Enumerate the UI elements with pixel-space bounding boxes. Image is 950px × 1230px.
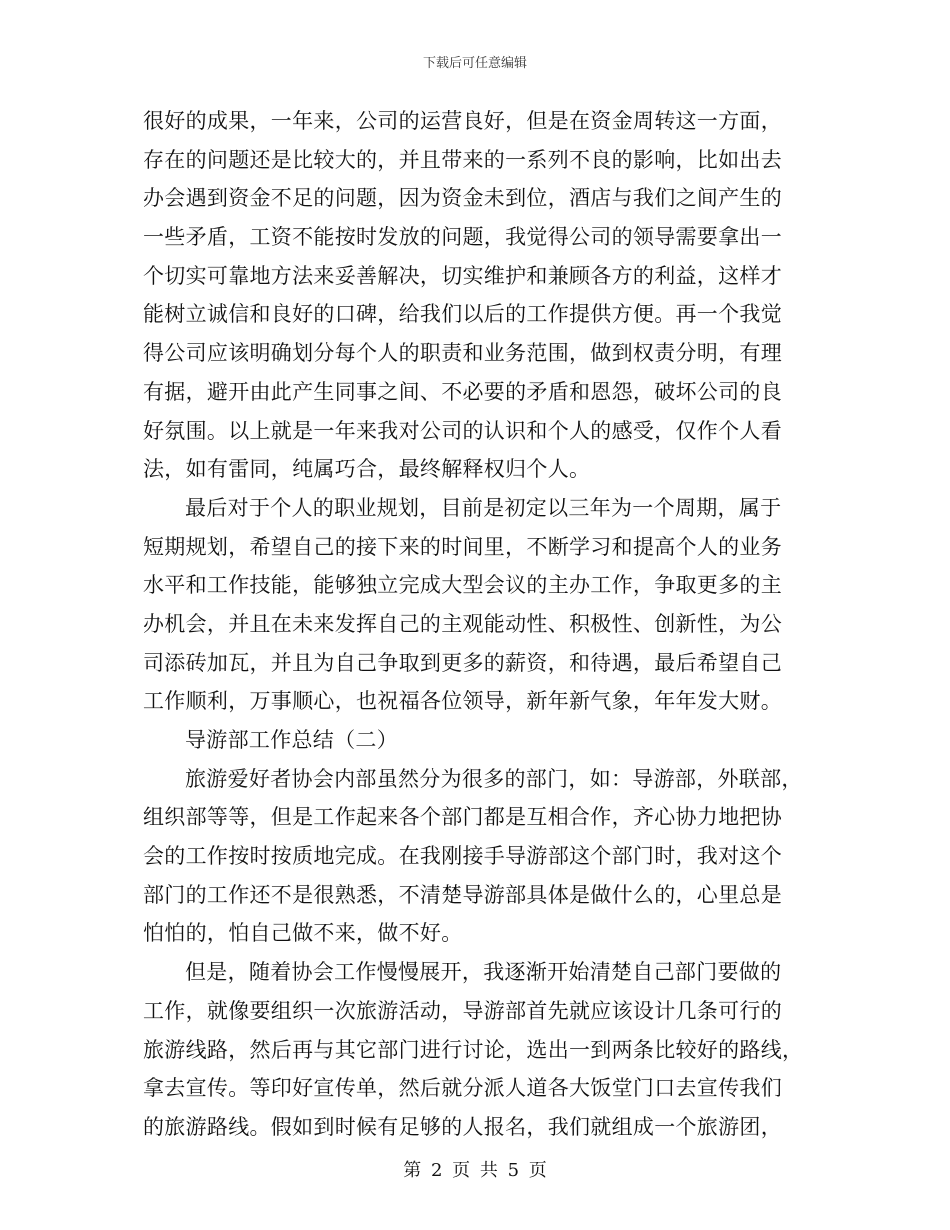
text-line: 怕怕的，怕自己做不来，做不好。	[143, 921, 463, 946]
text-line: 组织部等等，但是工作起来各个部门都是互相合作，齐心协力地把协	[143, 805, 782, 830]
text-line: 导游部工作总结（二）	[185, 728, 398, 752]
text-line: 但是，随着协会工作慢慢展开，我逐渐开始清楚自己部门要做的	[185, 960, 782, 985]
text-line: 部门的工作还不是很熟悉，不清楚导游部具体是做什么的，心里总是	[143, 882, 782, 907]
text-line: 有据，避开由此产生同事之间、不必要的矛盾和恩怨，破坏公司的良	[143, 379, 782, 404]
text-line: 拿去宣传。等印好宣传单，然后就分派人道各大饭堂门口去宣传我们	[143, 1076, 782, 1101]
text-line: 水平和工作技能，能够独立完成大型会议的主办工作，争取更多的主	[143, 573, 782, 598]
text-line: 很好的成果，一年来，公司的运营良好，但是在资金周转这一方面，	[143, 109, 782, 133]
text-line: 最后对于个人的职业规划，目前是初定以三年为一个周期，属于	[185, 495, 782, 520]
document-body	[143, 102, 813, 1147]
text-line: 司添砖加瓦，并且为自己争取到更多的薪资，和待遇，最后希望自己	[143, 650, 782, 675]
text-line: 能树立诚信和良好的口碑，给我们以后的工作提供方便。再一个我觉	[143, 302, 782, 327]
text-line: 得公司应该明确划分每个人的职责和业务范围，做到权责分明，有理	[143, 341, 782, 366]
text-line: 会的工作按时按质地完成。在我刚接手导游部这个部门时，我对这个	[143, 844, 782, 869]
text-line: 办机会，并且在未来发挥自己的主观能动性、积极性、创新性，为公	[143, 611, 782, 636]
text-line: 办会遇到资金不足的问题，因为资金未到位，酒店与我们之间产生的	[143, 186, 782, 211]
text-line: 旅游爱好者协会内部虽然分为很多的部门，如：导游部，外联部，	[185, 766, 803, 791]
text-line: 工作顺利，万事顺心，也祝福各位领导，新年新气象，年年发大财。	[143, 689, 782, 714]
text-line: 好氛围。以上就是一年来我对公司的认识和个人的感受，仅作个人看	[143, 418, 782, 443]
text-line: 个切实可靠地方法来妥善解决，切实维护和兼顾各方的利益，这样才	[143, 263, 782, 288]
text-line: 的旅游路线。假如到时候有足够的人报名，我们就组成一个旅游团，	[143, 1114, 782, 1139]
text-line: 存在的问题还是比较大的，并且带来的一系列不良的影响，比如出去	[143, 147, 782, 172]
page-header: 下载后可任意编辑	[422, 56, 527, 71]
page-footer: 第 2 页 共 5 页	[403, 1160, 547, 1181]
text-line: 一些矛盾，工资不能按时发放的问题，我觉得公司的领导需要拿出一	[143, 225, 782, 250]
text-line: 短期规划，希望自己的接下来的时间里，不断学习和提高个人的业务	[143, 534, 782, 559]
text-line: 旅游线路，然后再与其它部门进行讨论，选出一到两条比较好的路线，	[143, 1037, 804, 1062]
text-line: 法，如有雷同，纯属巧合，最终解释权归个人。	[143, 457, 591, 482]
text-line: 工作，就像要组织一次旅游活动，导游部首先就应该设计几条可行的	[143, 998, 782, 1023]
